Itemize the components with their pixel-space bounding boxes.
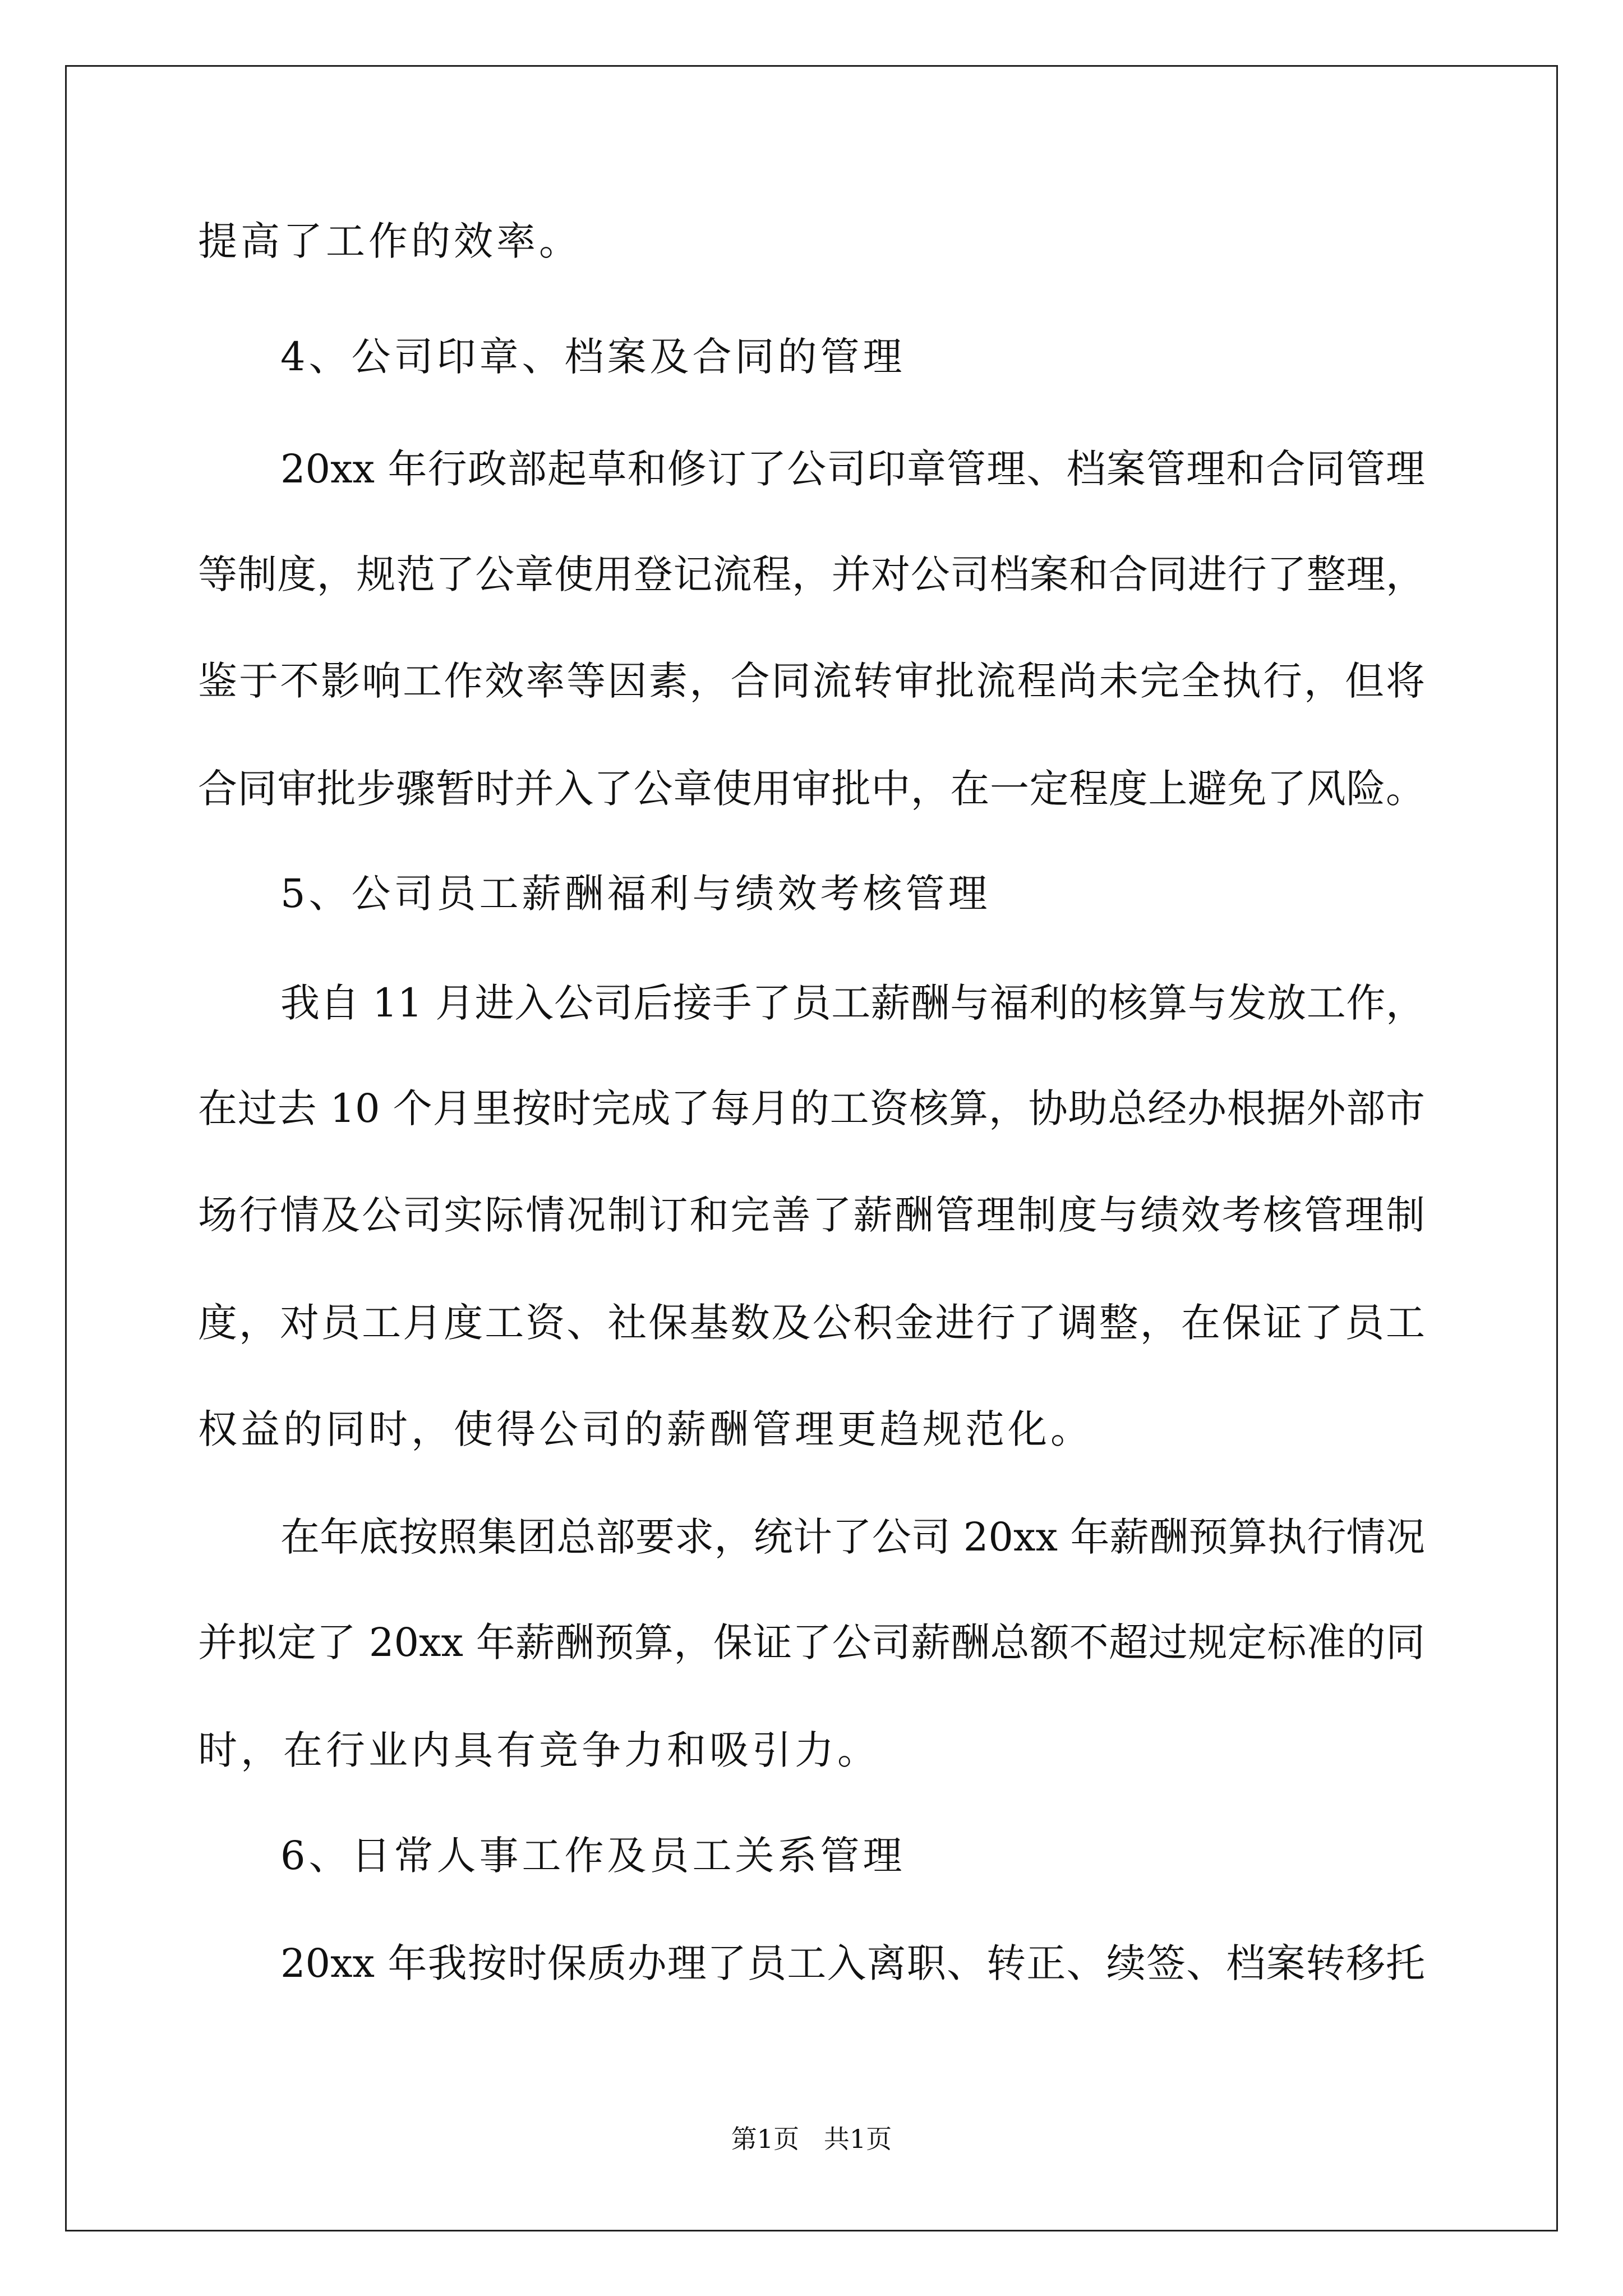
section-heading: 5、公司员工薪酬福利与绩效考核管理 xyxy=(280,871,991,917)
paragraph-line: 我自 11 月进入公司后接手了员工薪酬与福利的核算与发放工作， xyxy=(280,980,1425,1026)
section-heading: 4、公司印章、档案及合同的管理 xyxy=(280,334,906,380)
paragraph-line: 合同审批步骤暂时并入了公章使用审批中，在一定程度上避免了风险。 xyxy=(198,766,1425,812)
section-heading: 6、日常人事工作及员工关系管理 xyxy=(280,1833,906,1879)
page-border xyxy=(65,65,1558,2231)
paragraph-line: 并拟定了 20xx 年薪酬预算，保证了公司薪酬总额不超过规定标准的同 xyxy=(198,1619,1425,1665)
paragraph-line: 时，在行业内具有竞争力和吸引力。 xyxy=(198,1727,880,1773)
paragraph-line: 度，对员工月度工资、社保基数及公积金进行了调整，在保证了员工 xyxy=(198,1300,1425,1346)
paragraph-line: 等制度，规范了公章使用登记流程，并对公司档案和合同进行了整理， xyxy=(198,551,1425,597)
page-footer: 第1页 共1页 xyxy=(731,2124,892,2154)
paragraph-line: 场行情及公司实际情况制订和完善了薪酬管理制度与绩效考核管理制 xyxy=(198,1192,1425,1238)
paragraph-line: 在过去 10 个月里按时完成了每月的工资核算，协助总经办根据外部市 xyxy=(198,1085,1425,1131)
paragraph-line: 权益的同时，使得公司的薪酬管理更趋规范化。 xyxy=(198,1406,1093,1452)
paragraph-line: 在年底按照集团总部要求，统计了公司 20xx 年薪酬预算执行情况 xyxy=(280,1514,1425,1560)
paragraph-line: 20xx 年行政部起草和修订了公司印章管理、档案管理和合同管理 xyxy=(280,446,1425,492)
paragraph-line: 提高了工作的效率。 xyxy=(198,218,582,264)
paragraph-line: 鉴于不影响工作效率等因素，合同流转审批流程尚未完全执行，但将 xyxy=(198,658,1425,704)
paragraph-line: 20xx 年我按时保质办理了员工入离职、转正、续签、档案转移托 xyxy=(280,1940,1425,1986)
